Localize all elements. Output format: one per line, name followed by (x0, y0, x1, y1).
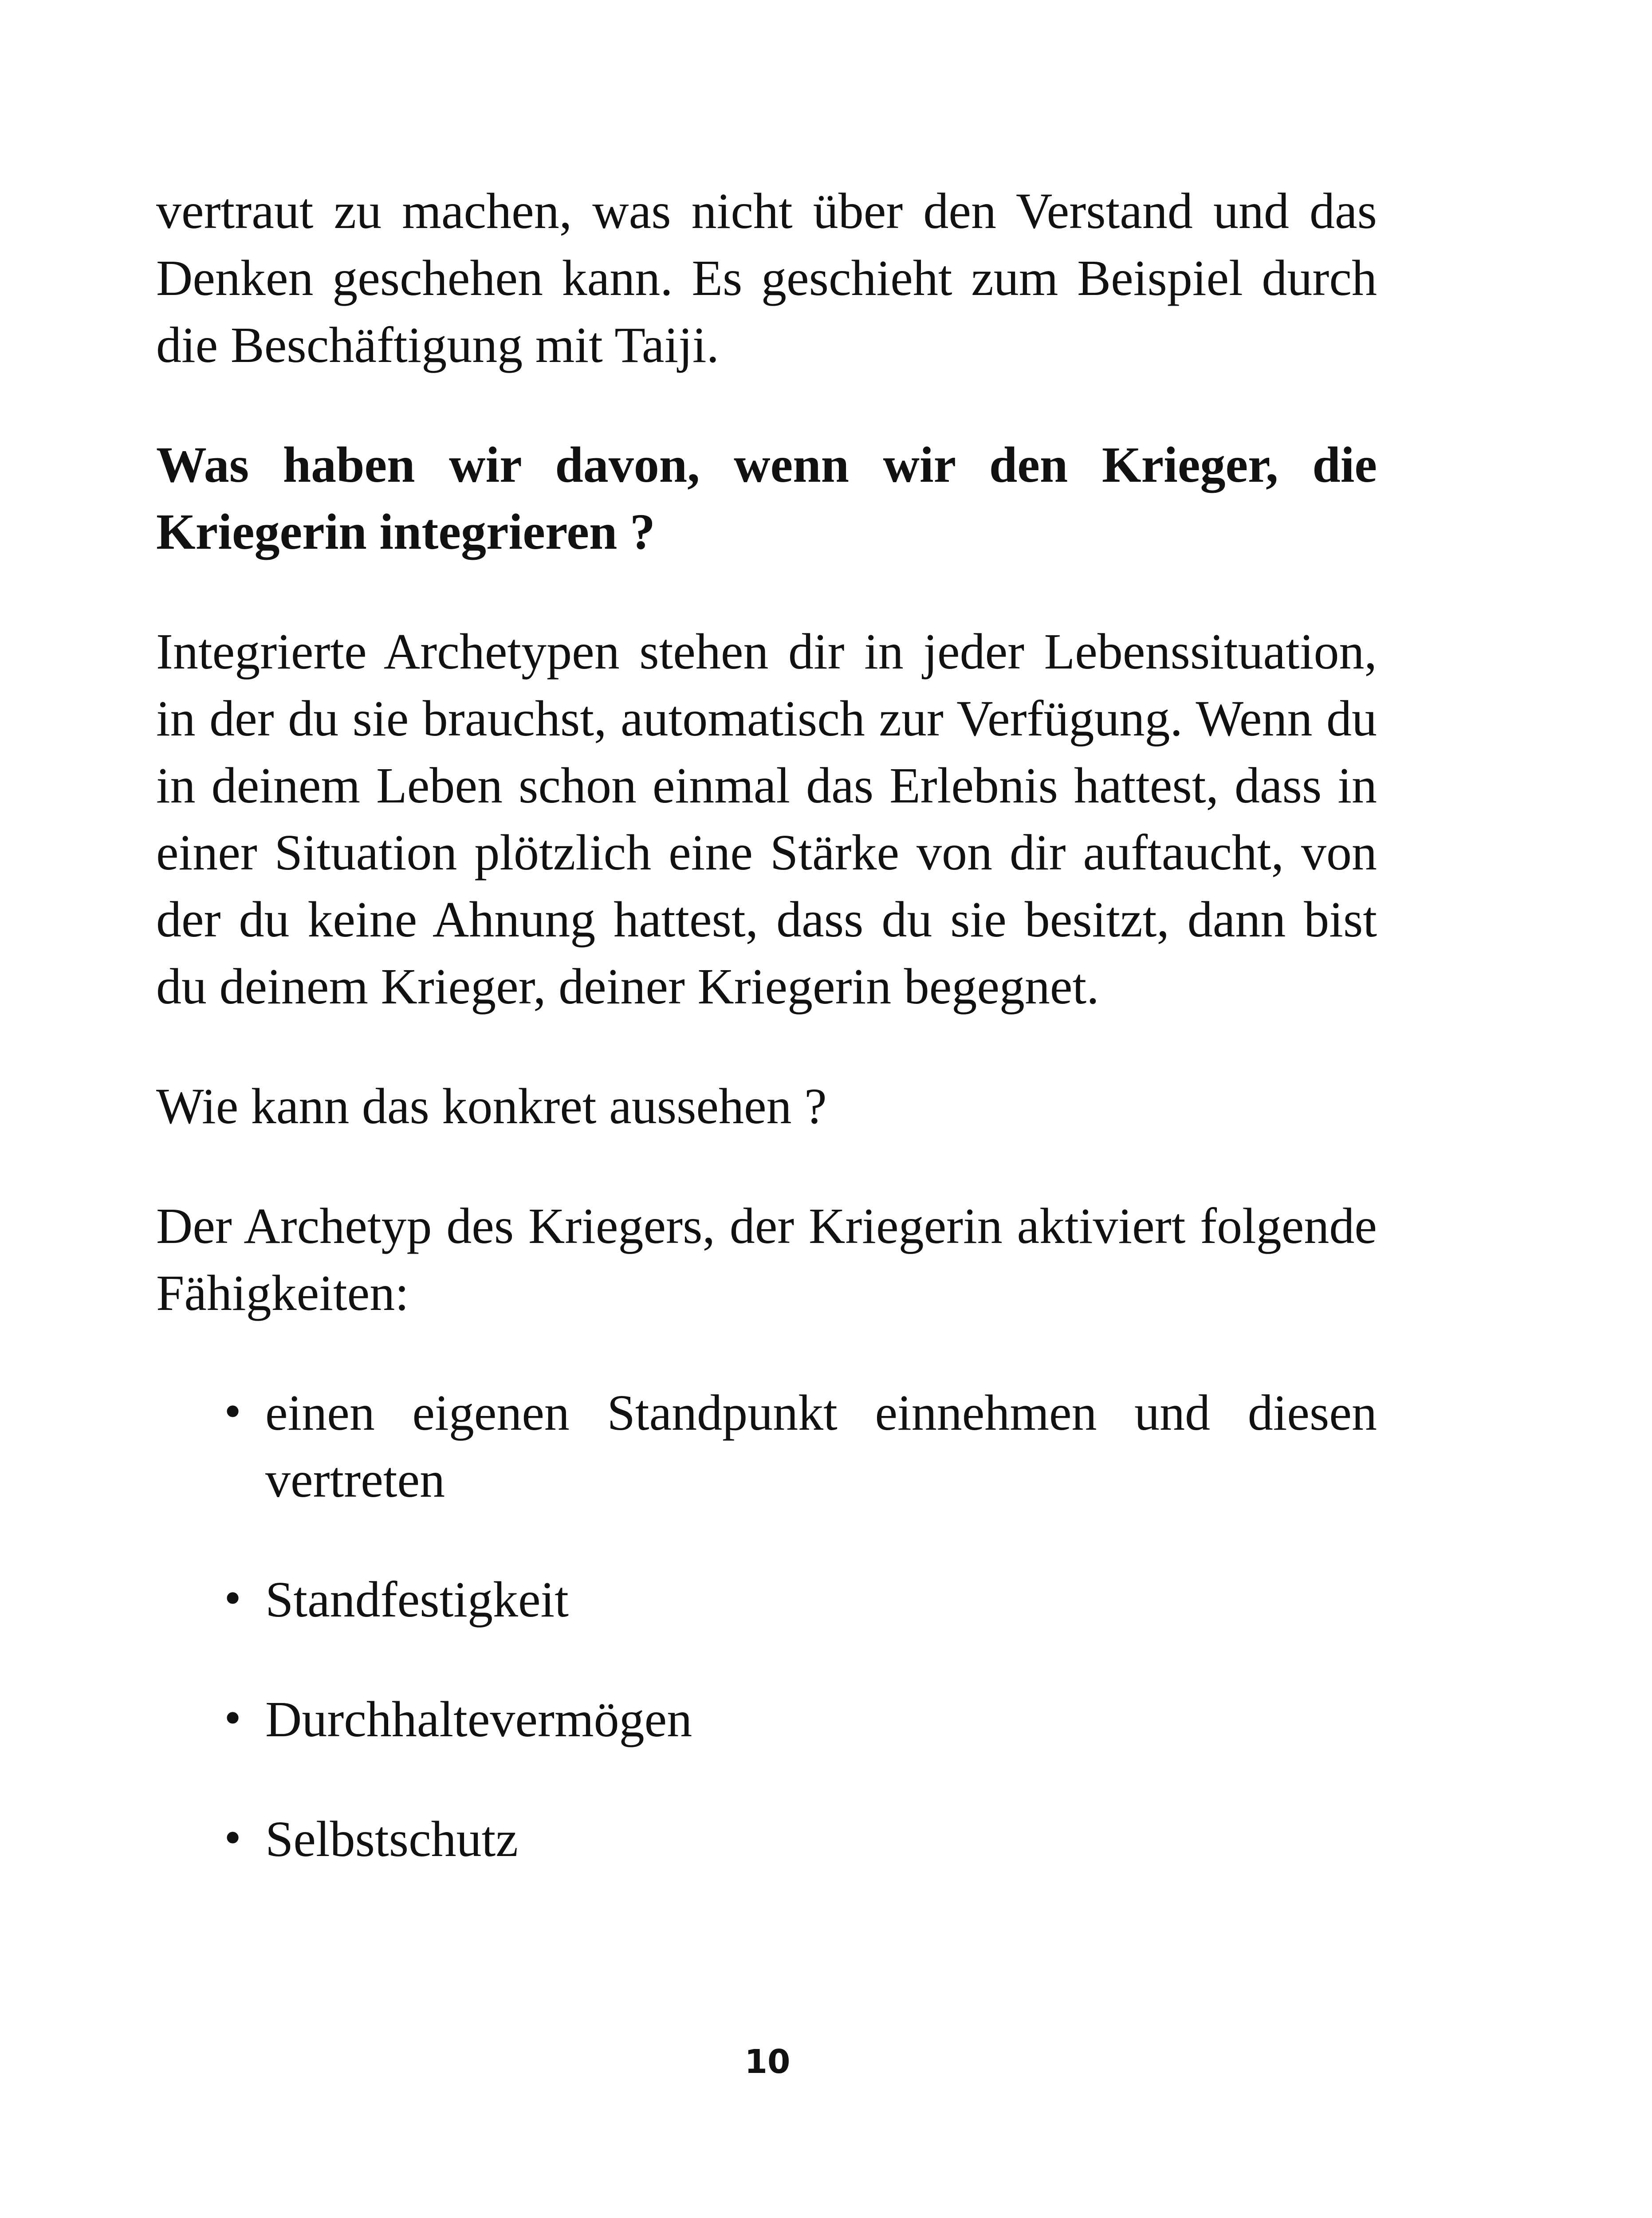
list-item (156, 1686, 1377, 1753)
list-item (156, 1805, 1377, 1872)
bullet-icon: • (221, 1576, 245, 1623)
bullet-icon: • (221, 1389, 245, 1436)
page-number: 10 (744, 2043, 791, 2081)
abilities-intro-paragraph: Der Archetyp des Kriegers, der Kriegerin aktiviert folgende Fähigkeiten: (156, 1198, 1377, 1321)
list-item-text: Selbstschutz (265, 1811, 518, 1867)
list-item (156, 1379, 1377, 1513)
page-body (156, 177, 1377, 1872)
bullet-icon: • (221, 1696, 245, 1742)
question-paragraph: Wie kann das konkret aussehen ? (156, 1078, 827, 1134)
list-item-text: Durchhaltevermögen (265, 1691, 692, 1747)
list-item (156, 1566, 1377, 1633)
abilities-list (156, 1379, 1377, 1872)
answer-paragraph: Integrierte Archetypen stehen dir in jeder Lebenssituation, in der du sie brauchst, automatisch zur Verfügung. Wenn du in deinem Leben schon einmal das Erlebnis hattest, dass in einer Situation plötzlich eine Stärke von dir auftaucht, von der du keine Ahnung hattest, dass du sie besitzt, dann bist du deinem Krieger, deiner Kriegerin begegnet. (156, 623, 1377, 1015)
intro-paragraph: vertraut zu machen, was nicht über den Verstand und das Denken geschehen kann. Es geschieht zum Beispiel durch die Beschäftigung mit Taiji. (156, 183, 1377, 373)
bullet-icon: • (221, 1816, 245, 1862)
list-item-text: Standfestigkeit (265, 1571, 569, 1628)
list-item-text: einen eigenen Standpunkt einnehmen und diesen vertreten (265, 1384, 1377, 1508)
section-heading: Was haben wir davon, wenn wir den Krieger, die Kriegerin integrieren ? (156, 437, 1377, 560)
